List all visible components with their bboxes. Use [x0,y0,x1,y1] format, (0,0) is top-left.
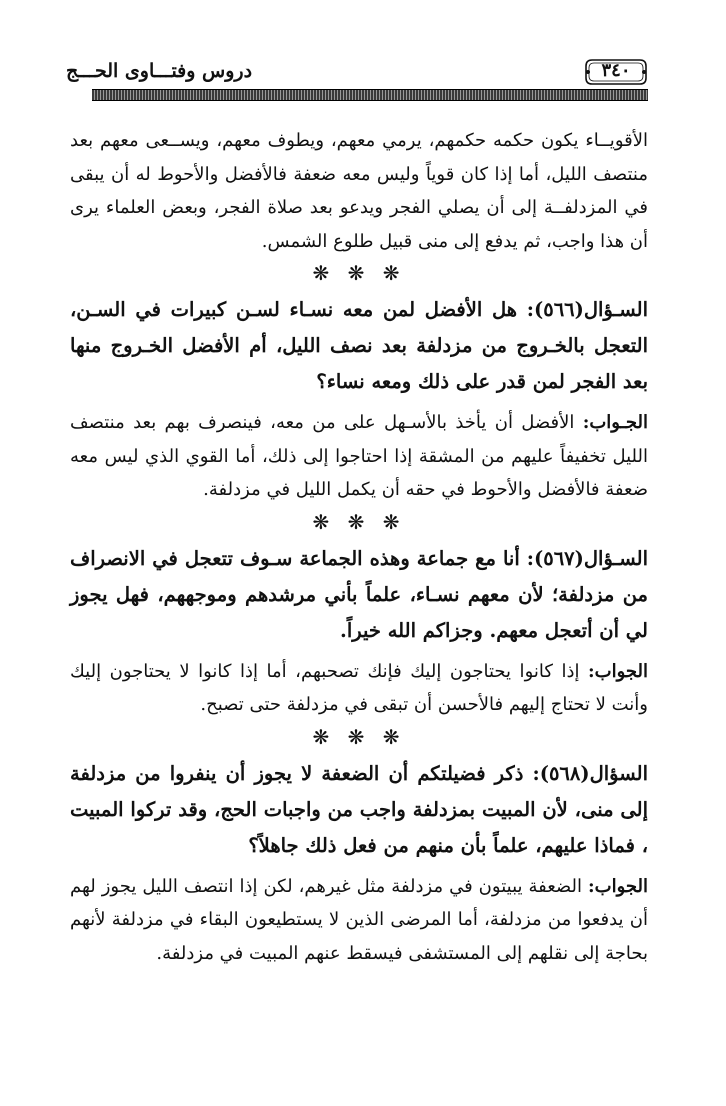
question-568: السؤال(٥٦٨): ذكر فضيلتكم أن الضعفة لا يجوز أن ينفروا من مزدلفة إلى منى، لأن المبيت بمزدلفة واجب من واجبات الحج، وقد تركوا المبيت ، فماذا عليهم، علماً بأن منهم من فعل ذلك جاهلاً؟ [70,761,648,857]
intro-paragraph: الأقويــاء يكون حكمه حكمهم، يرمي معهم، ويطوف معهم، ويســعى معهم بعد منتصف الليل، أما إذا كان قوياً وليس معه ضعفة فالأفضل والأحوط له أن يبقى في المزدلفــة إلى أن يصلي الفجر ويدعو بعد صلاة الفجر، وبعض العلماء يرى أن هذا واجب، ثم يدفع إلى منى قبيل طلوع الشمس. [70,130,648,252]
running-title: دروس وفتـــاوى الحـــج [66,60,253,82]
page-header [66,55,648,91]
header-rule [92,89,648,101]
answer-566 [70,406,648,507]
answer-text: الأفضل أن يأخذ بالأسـهل على من معه، فينصرف بهم بعد منتصف الليل تخفيفاً عليهم من المشقة إذا احتاجوا إلى ذلك، أما القوي الذي ليس معه ضعفة فالأفضل والأحوط في حقه أن يكمل الليل في مزدلفة. [70,412,648,500]
page-body [70,124,648,970]
separator-stars: ❋ ❋ ❋ [312,261,406,285]
answer-text: إذا كانوا يحتاجون إليك فإنك تصحبهم، أما إذا كانوا لا يحتاجون إليك وأنت لا تحتاج إليهم فالأحسن أن تبقى في مزدلفة حتى تصبح. [70,660,648,715]
page-number-ornament [584,57,648,87]
answer-567 [70,655,648,722]
answer-568 [70,870,648,971]
answer-text: الضعفة يبيتون في مزدلفة مثل غيرهم، لكن إذا انتصف الليل يجوز لهم أن يدفعوا من مزدلفة، أما المرضى الذين لا يستطيعون البقاء في مزدلفة لأنهم بحاجة إلى نقلهم إلى المستشفى فيسقط عنهم المبيت في مزدلفة. [70,875,648,964]
answer-label: الجـواب: [582,412,648,433]
question-567: السـؤال(٥٦٧): أنا مع جماعة وهذه الجماعة سـوف تتعجل في الانصراف من مزدلفة؛ لأن معهم نسـاء، علماً بأني مرشدهم وموجههم، فهل يجوز لي أن أتعجل معهم. وجزاكم الله خيراً. [70,546,648,642]
separator-stars: ❋ ❋ ❋ [312,509,406,534]
question-566: السـؤال(٥٦٦): هل الأفضل لمن معه نسـاء لسـن كبيرات في السـن، التعجل بالخـروج من مزدلفة بعد نصف الليل، أم الأفضل الخـروج منها بعد الفجر لمن قدر على ذلك ومعه نساء؟ [70,298,648,393]
answer-label: الجواب: [588,660,648,682]
page-number: ٣٤٠ [601,60,631,81]
separator-stars: ❋ ❋ ❋ [312,724,406,749]
answer-label: الجواب: [588,875,648,897]
